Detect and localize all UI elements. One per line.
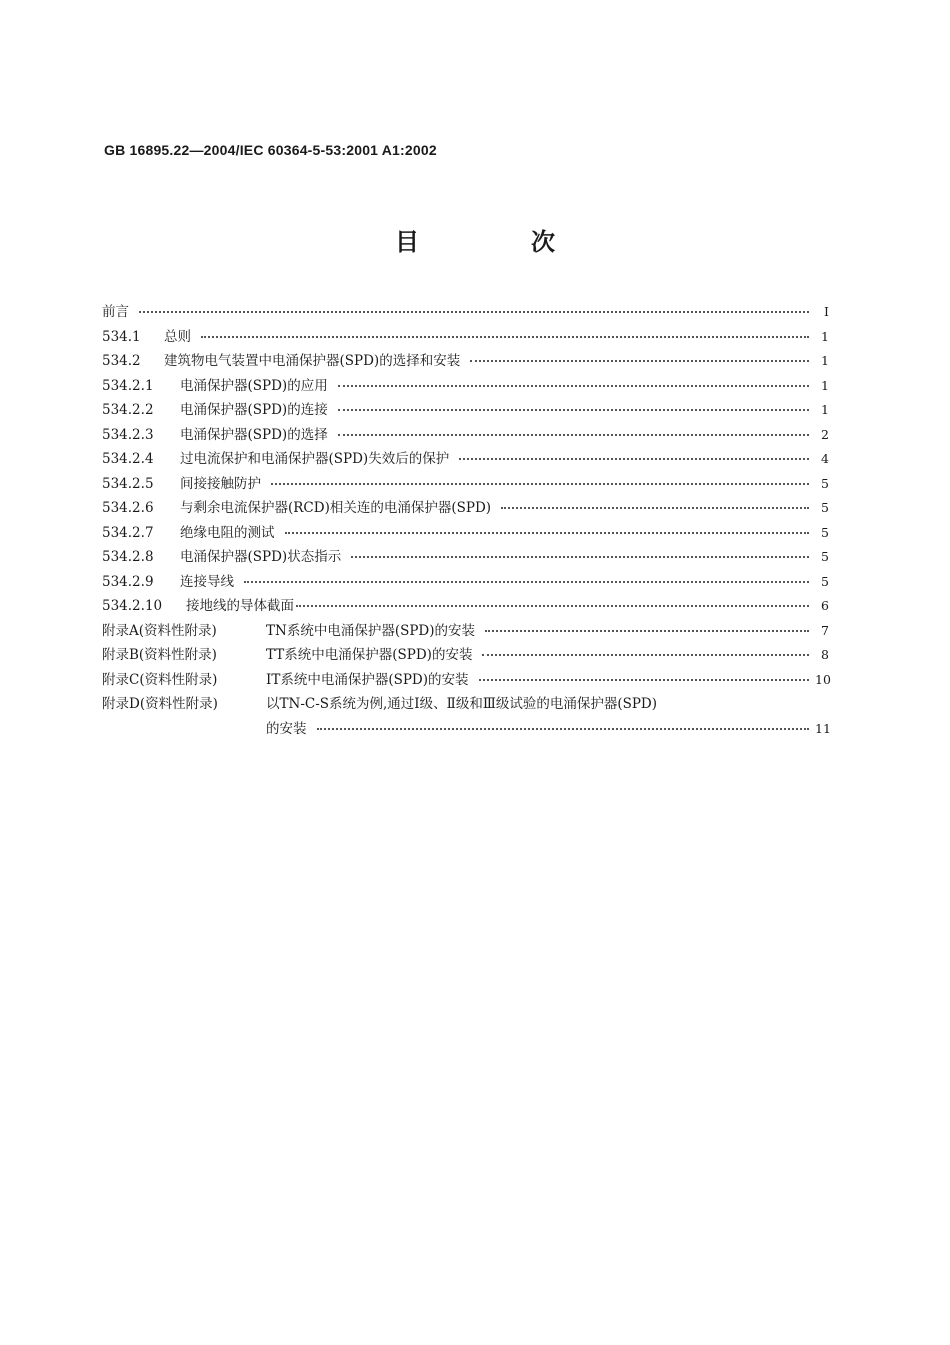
toc-entry-number: 附录A(资料性附录) [102, 622, 217, 639]
toc-entry-title: 电涌保护器(SPD)的应用 [180, 377, 328, 394]
toc-entry-534-2[interactable] [102, 349, 829, 374]
toc-entry-title: TT系统中电涌保护器(SPD)的安装 [266, 647, 473, 663]
toc-page-number: 11 [815, 720, 831, 736]
toc-page-number: Ⅰ [824, 304, 829, 319]
toc-entry-title: TN系统中电涌保护器(SPD)的安装 [266, 622, 476, 639]
toc-page-number: 1 [821, 377, 829, 393]
toc-entry-title: IT系统中电涌保护器(SPD)的安装 [266, 671, 469, 688]
toc-page-number: 4 [821, 451, 829, 466]
toc-entry-534-1[interactable] [102, 325, 829, 350]
toc-entry-title: 电涌保护器(SPD)的选择 [180, 426, 328, 443]
toc-entry-534-2-10[interactable] [102, 594, 829, 619]
dot-leader [296, 605, 809, 607]
dot-leader [501, 507, 809, 509]
toc-entry-534-2-4[interactable] [102, 447, 829, 472]
dot-leader [459, 458, 809, 460]
toc-entry-number: 附录B(资料性附录) [102, 647, 217, 663]
toc-entry-annex-d-continued[interactable] [102, 717, 829, 742]
dot-leader [470, 360, 809, 362]
toc-entry-number: 534.2.8 [102, 549, 154, 565]
toc-entry-annex-c[interactable] [102, 668, 829, 693]
standard-number: GB 16895.22—2004/IEC 60364-5-53:2001 A1:2002 [104, 142, 437, 158]
toc-page-number: 2 [821, 426, 829, 442]
toc-entry-title: 电涌保护器(SPD)的连接 [180, 402, 328, 418]
toc-page-number: 1 [821, 402, 829, 417]
toc-entry-number: 534.2 [102, 353, 141, 369]
page-title: 目 次 [395, 228, 599, 256]
dot-leader [317, 728, 810, 730]
dot-leader [244, 581, 809, 583]
toc-entry-number: 附录D(资料性附录) [102, 696, 218, 712]
toc-entry-534-2-9[interactable] [102, 570, 829, 595]
toc-entry-number: 534.2.5 [102, 475, 154, 492]
toc-entry-number: 534.2.7 [102, 524, 154, 541]
dot-leader [338, 434, 809, 436]
dot-leader [338, 409, 809, 411]
toc-entry-number: 附录C(资料性附录) [102, 671, 218, 688]
dot-leader [485, 630, 809, 632]
toc-entry-534-2-6[interactable] [102, 496, 829, 521]
toc-page-number: 5 [821, 573, 829, 589]
toc-entry-title: 绝缘电阻的测试 [180, 524, 275, 541]
dot-leader [201, 336, 809, 338]
dot-leader [479, 679, 809, 681]
dot-leader [139, 311, 809, 313]
toc-entry-number: 534.2.10 [102, 598, 163, 614]
toc-entry-title: 电涌保护器(SPD)状态指示 [180, 549, 342, 565]
toc-entry-title: 总则 [164, 328, 191, 345]
toc-page-number: 5 [821, 524, 829, 540]
toc-entry-534-2-5[interactable] [102, 472, 829, 497]
toc-entry-534-2-3[interactable] [102, 423, 829, 448]
toc-entry-title: 的安装 [266, 720, 307, 737]
toc-page-number: 5 [821, 475, 829, 491]
toc-page-number: 5 [821, 549, 829, 564]
table-of-contents [102, 300, 829, 741]
toc-entry-number: 534.2.2 [102, 402, 154, 418]
toc-page-number: 1 [821, 353, 829, 368]
toc-entry-534-2-8[interactable] [102, 545, 829, 570]
toc-entry-annex-a[interactable] [102, 619, 829, 644]
toc-page-number: 8 [821, 647, 829, 662]
toc-entry-title: 与剩余电流保护器(RCD)相关连的电涌保护器(SPD) [180, 500, 492, 516]
toc-entry-annex-b[interactable] [102, 643, 829, 668]
toc-entry-annex-d[interactable] [102, 692, 829, 717]
dot-leader [285, 532, 810, 534]
dot-leader [482, 654, 809, 656]
dot-leader [351, 556, 809, 558]
toc-page-number: 5 [821, 500, 829, 515]
dot-leader [338, 385, 809, 387]
toc-entry-534-2-7[interactable] [102, 521, 829, 546]
toc-entry-title: 以TN-C-S系统为例,通过Ⅰ级、Ⅱ级和Ⅲ级试验的电涌保护器(SPD) [266, 696, 658, 712]
toc-entry-title: 接地线的导体截面 [186, 598, 294, 614]
toc-entry-534-2-2[interactable] [102, 398, 829, 423]
toc-page-number: 6 [821, 598, 829, 613]
toc-entry-number: 534.2.1 [102, 377, 154, 394]
toc-page-number: 7 [821, 622, 829, 638]
toc-entry-number: 534.2.4 [102, 451, 154, 467]
toc-entry-title: 过电流保护和电涌保护器(SPD)失效后的保护 [180, 451, 450, 467]
toc-entry-number: 534.2.6 [102, 500, 154, 516]
toc-entry-title: 建筑物电气装置中电涌保护器(SPD)的选择和安装 [164, 353, 461, 369]
toc-entry-title: 连接导线 [180, 573, 234, 590]
toc-page-number: 10 [815, 671, 831, 687]
toc-entry-preface[interactable] [102, 300, 829, 325]
dot-leader [271, 483, 809, 485]
toc-entry-title: 间接接触防护 [180, 475, 261, 492]
toc-entry-number: 534.1 [102, 328, 141, 345]
toc-entry-number: 534.2.9 [102, 573, 154, 590]
toc-entry-number: 534.2.3 [102, 426, 154, 443]
toc-page-number: 1 [821, 328, 829, 344]
toc-entry-534-2-1[interactable] [102, 374, 829, 399]
toc-entry-label: 前言 [102, 304, 129, 320]
